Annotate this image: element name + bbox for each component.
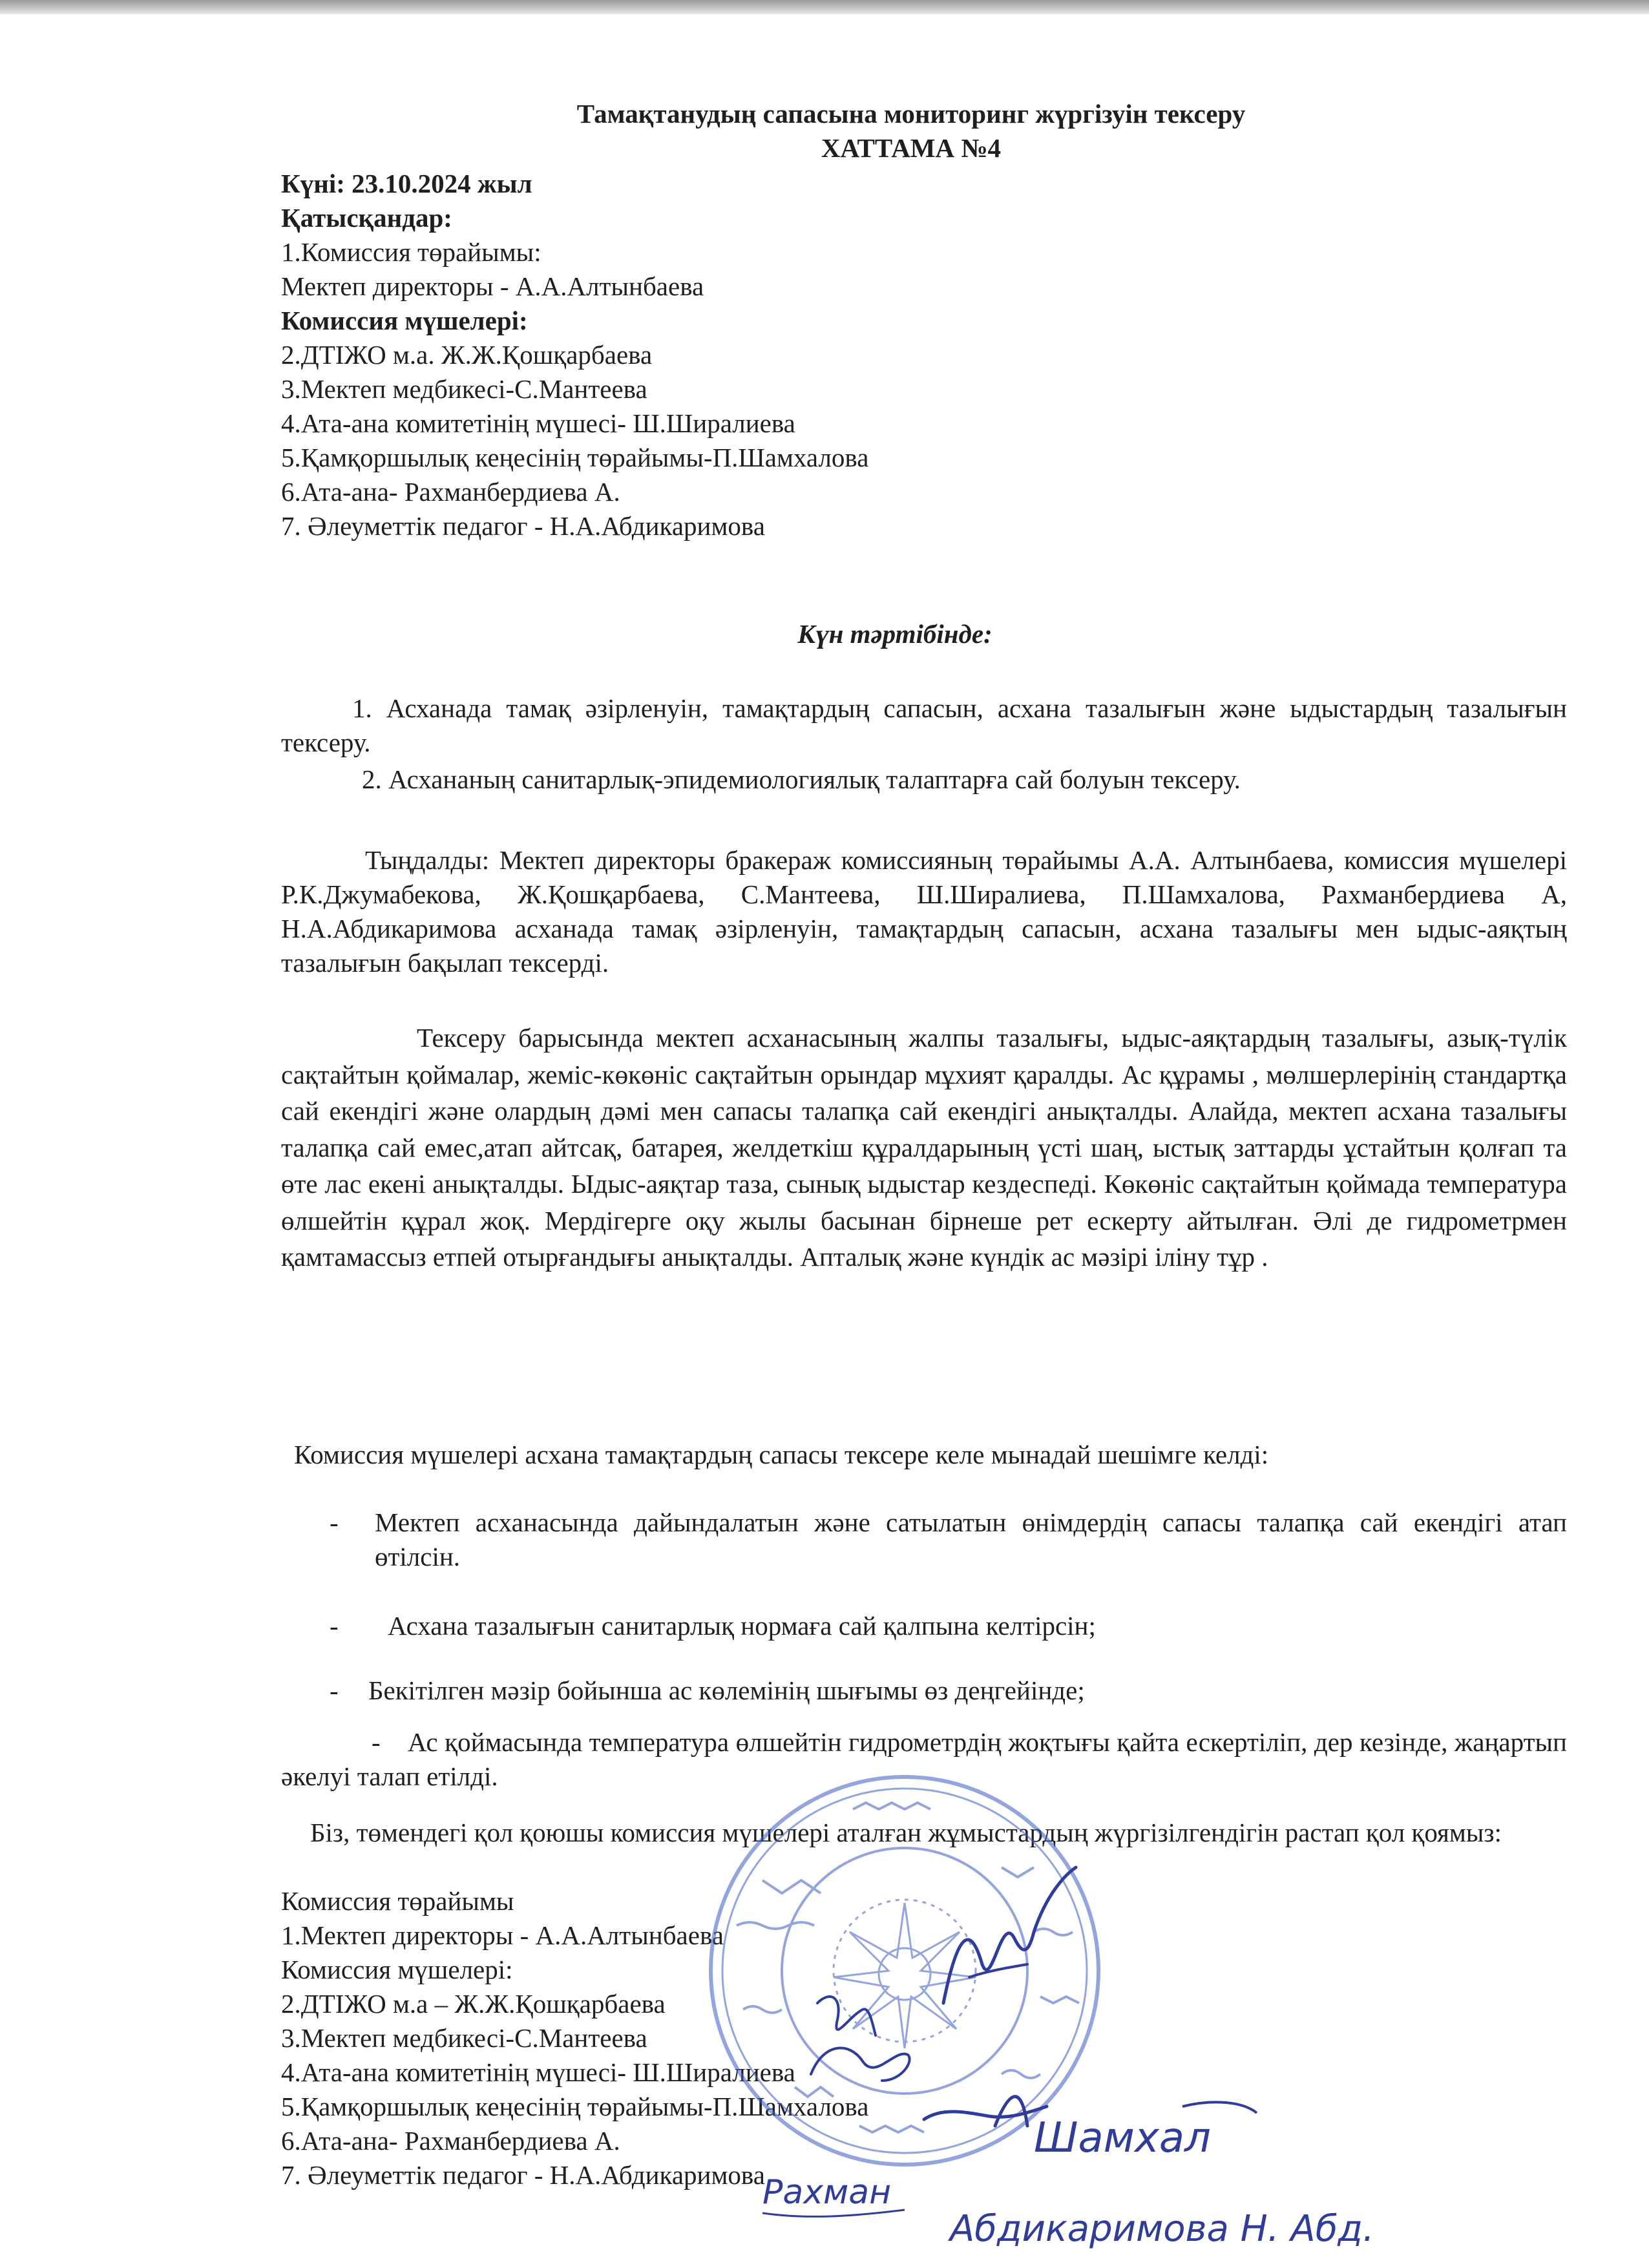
chair-label: Комиссия төрайымы (281, 1886, 514, 1916)
signature-6-text: Рахман (762, 2173, 892, 2212)
inspection-paragraph: Тексеру барысында мектеп асханасының жалпы тазалығы, ыдыс-аяқтардың тазалығы, азық-түлік сақтайтын қоймалар, жеміс-көкөніс сақтайтын орындар мұхият қаралды. Ас құрамы , мөлшерлерінің стандартқа сай екендігі және олардың дәмі мен сапасы талапқа сай екендігі анықталды. Алайда, мектеп асхана тазалығы талапқа сай емес,атап айтсақ, батарея, желдеткіш құралдарының үсті шаң, ыстық заттарды ұстайтын қолғап та өте лас екені анықталды. Ыдыс-аяқтар таза, сынық ыдыстар кездеспеді. Көкөніс сақтайтын қоймада температура өлшейтін құрал жоқ. Мердігерге оқу жылы басынан бірнеше рет ескерту айтылған. Әлі де гидрометрмен қамтамассыз етпей отырғандығы анықталды. Апталық және күндік ас мәзірі іліну тұр . (281, 1023, 1567, 1272)
member-line: 5.Қамқоршылық кеңесінің төрайымы-П.Шамхалова (281, 443, 869, 472)
member-line: 4.Ата-ана комитетінің мүшесі- Ш.Ширалиева (281, 408, 795, 438)
signer-line: 7. Әлеуметтік педагог - Н.А.Абдикаримова (281, 2160, 765, 2190)
decision-text: Бекітілген мәзір бойынша ас көлемінің шығымы өз деңгейінде; (368, 1675, 1085, 1705)
list-dash: - (330, 1507, 339, 1537)
members-label: Комиссия мүшелері: (281, 306, 528, 335)
signature-5-text: Шамхал (1034, 2114, 1211, 2162)
signer-line: 6.Ата-ана- Рахманбердиева А. (281, 2126, 620, 2156)
title-line-2: ХАТТАМА №4 (821, 133, 1002, 163)
signer-line: 1.Мектеп директоры - А.А.Алтынбаева (281, 1920, 724, 1950)
decision-item-1 (330, 1506, 1567, 1574)
signer-line: 5.Қамқоршылық кеңесінің төрайымы-П.Шамхалова (281, 2092, 869, 2121)
agenda-title: Күн тәртібінде: (797, 619, 993, 649)
agenda-item-2: 2. Асхананың санитарлық-эпидемиологиялық талаптарға сай болуын тексеру. (362, 764, 1241, 794)
member-line: 2.ДТІЖО м.а. Ж.Ж.Қошқарбаева (281, 340, 653, 370)
signature-member-6 (756, 2158, 911, 2229)
decision-item-3 (330, 1674, 1567, 1708)
decision-text: Асхана тазалығын санитарлық нормаға сай қалпына келтірсін; (388, 1611, 1096, 1641)
scan-top-edge (0, 0, 1649, 14)
decision-text: Мектеп асханасында дайындалатын және сатылатын өнімдердің сапасы талапқа сай екендігі атап өтілсін. (375, 1507, 1567, 1571)
list-dash: - (330, 1611, 339, 1641)
participant-line: 1.Комиссия төрайымы: (281, 237, 541, 267)
participants-label: Қатысқандар: (281, 203, 452, 233)
decision-intro: Комиссия мүшелері асхана тамақтардың сапасы тексере келе мынадай шешімге келді: (294, 1440, 1269, 1469)
title-line-1: Тамақтанудың сапасына мониторинг жүргізуін тексеру (576, 99, 1246, 129)
signer-line: 4.Ата-ана комитетінің мүшесі- Ш.Ширалиева (281, 2057, 795, 2087)
document-title (491, 97, 1331, 165)
participant-line: Мектеп директоры - А.А.Алтынбаева (281, 271, 704, 301)
signature-member-5 (1027, 2094, 1260, 2178)
heard-paragraph: Тыңдалды: Мектеп директоры бракераж комиссияның төрайымы А.А. Алтынбаева, комиссия мүшелері Р.К.Джумабекова, Ж.Қошқарбаева, С.Мантеева, Ш.Ширалиева, П.Шамхалова, Рахманбердиева А, Н.А.Абдикаримова асханада тамақ әзірленуін, тамақтардың сапасын, асхана тазалығы мен ыдыс-аяқтың тазалығын бақылап тексерді. (281, 845, 1567, 978)
date-line: Күні: 23.10.2024 жыл (281, 169, 532, 198)
closing-members-label: Комиссия мүшелері: (281, 1955, 513, 1984)
signer-line: 3.Мектеп медбикесі-С.Мантеева (281, 2023, 647, 2053)
signature-member-7 (943, 2190, 1383, 2262)
list-dash: - (372, 1727, 408, 1757)
signature-7-text: Абдикаримова Н. Абд. (950, 2208, 1374, 2250)
list-dash: - (330, 1675, 339, 1705)
closing-statement: Біз, төмендегі қол қоюшы комиссия мүшелері аталған жұмыстардың жүргізілгендігін растап қол қоямыз: (310, 1818, 1502, 1847)
decision-text: Ас қоймасында температура өлшейтін гидрометрдің жоқтығы қайта ескертіліп, дер кезінде, жаңартып әкелуі талап етілді. (281, 1727, 1567, 1791)
signature-member-2 (798, 1977, 927, 2094)
member-line: 3.Мектеп медбикесі-С.Мантеева (281, 374, 647, 404)
participants-section (281, 167, 1509, 543)
member-line: 7. Әлеуметтік педагог - Н.А.Абдикаримова (281, 511, 765, 541)
signature-chair (930, 1861, 1086, 2029)
signer-line: 2.ДТІЖО м.а – Ж.Ж.Қошқарбаева (281, 1989, 666, 2019)
member-line: 6.Ата-ана- Рахманбердиева А. (281, 477, 620, 507)
agenda-item-1: 1. Асханада тамақ әзірленуін, тамақтардың сапасын, асхана тазалығын және ыдыстардың тазалығын тексеру. (281, 693, 1567, 757)
decision-item-2 (330, 1609, 1567, 1643)
